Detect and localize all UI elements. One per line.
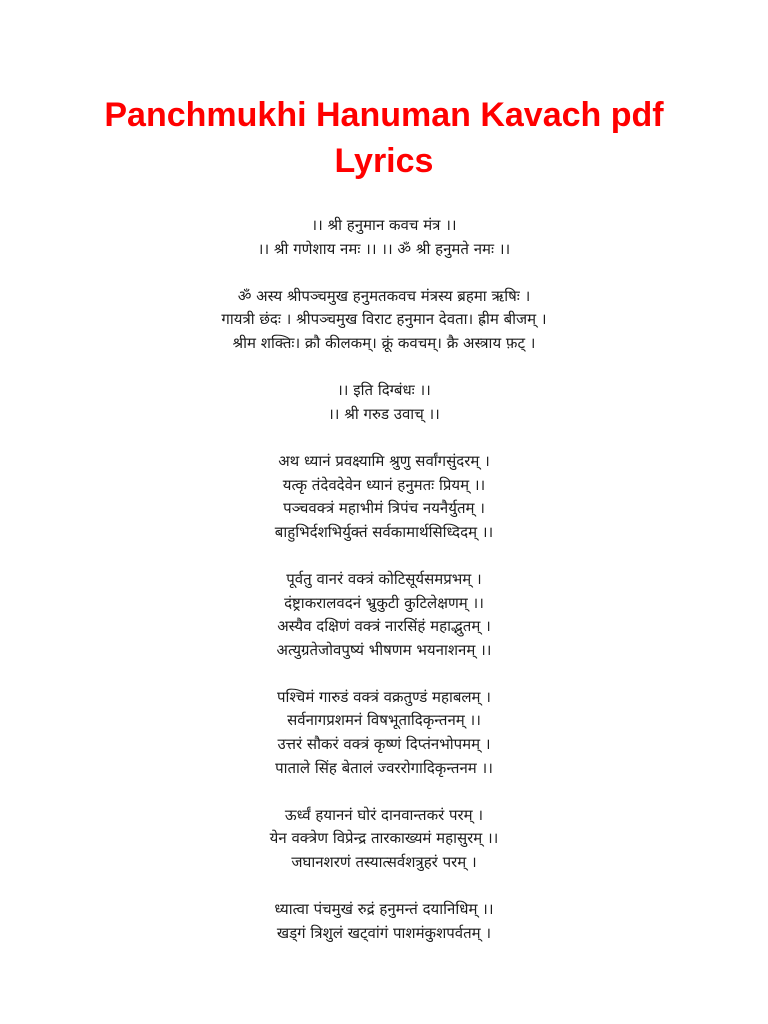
verse-line: गायत्री छंदः । श्रीपञ्चमुख विराट हनुमान देवता। ह्रीम बीजम् ।	[221, 310, 547, 329]
stanza	[0, 686, 768, 780]
stanza	[0, 285, 768, 356]
stanza	[0, 898, 768, 945]
verse-line: श्रीम शक्तिः। क्रौ कीलकम्। क्रूं कवचम्। क्रै अस्त्राय फ़ट् ।	[232, 333, 536, 352]
verse-line: अस्यैव दक्षिणं वक्त्रं नारसिंहं महाद्भुतम् ।	[277, 617, 491, 636]
verse-line: पश्चिमं गारुडं वक्त्रं वक्रतुण्डं महाबलम् ।	[277, 687, 491, 706]
page-title-line-2: Lyrics	[334, 142, 434, 180]
stanza	[0, 804, 768, 875]
stanza	[0, 214, 768, 261]
verse-line: ।। इति दिग्बंधः ।।	[337, 381, 431, 400]
stanza	[0, 568, 768, 662]
verse-line: ।। श्री गरुड उवाच् ।।	[328, 404, 440, 423]
verse-line: उत्तरं सौकरं वक्त्रं कृष्णं दिप्तंनभोपमम् ।	[277, 735, 491, 754]
verse-line: दंष्ट्राकरालवदनं भ्रुकुटी कुटिलेक्षणम् ।।	[284, 593, 484, 612]
verse-line: यत्कृ तंदेवदेवेन ध्यानं हनुमतः प्रियम् ।।	[282, 475, 486, 494]
kavach-verses	[0, 214, 768, 945]
page-title-line-1: Panchmukhi Hanuman Kavach pdf	[104, 96, 664, 134]
verse-line: अथ ध्यानं प्रवक्ष्यामि श्रुणु सर्वांगसुंदरम् ।	[278, 451, 490, 470]
verse-line: येन वक्त्रेण विप्रेन्द्र तारकाख्यमं महासुरम् ।।	[269, 829, 499, 848]
verse-line: सर्वनागप्रशमनं विषभूतादिकृन्तनम् ।।	[287, 711, 481, 730]
verse-line: खड्गं त्रिशुलं खट्वांगं पाशमंकुशपर्वतम् ।	[276, 923, 492, 942]
verse-line: अत्युग्रतेजोवपुष्यं भीषणम भयनाशनम् ।।	[276, 640, 492, 659]
verse-line: ।। श्री हनुमान कवच मंत्र ।।	[311, 216, 457, 234]
verse-line: जघानशरणं तस्यात्सर्वशत्रुहरं परम् ।	[291, 853, 477, 872]
page-title	[0, 92, 768, 184]
verse-line: पूर्वतु वानरं वक्त्रं कोटिसूर्यसमप्रभम् ।	[286, 569, 482, 588]
verse-line: ऊर्ध्वं हयाननं घोरं दानवान्तकरं परम् ।	[284, 805, 484, 824]
verse-line: पाताले सिंह बेतालं ज्वररोगादिकृन्तनम ।।	[275, 758, 493, 777]
stanza	[0, 379, 768, 426]
stanza	[0, 450, 768, 544]
verse-line: ध्यात्वा पंचमुखं रुद्रं हनुमन्तं दयानिधिम् ।।	[274, 900, 494, 919]
verse-line: बाहुभिर्दशभिर्युक्तं सर्वकामार्थसिध्दिदम् ।।	[274, 522, 494, 541]
verse-line: ।। श्री गणेशाय नमः ।। ।। ॐ श्री हनुमते नमः ।।	[257, 239, 511, 258]
verse-line: पञ्चवक्त्रं महाभीमं त्रिपंच नयनैर्युतम् ।	[283, 499, 485, 518]
verse-line: ॐ अस्य श्रीपञ्चमुख हनुमतकवच मंत्रस्य ब्रहमा ऋषिः ।	[237, 286, 531, 305]
